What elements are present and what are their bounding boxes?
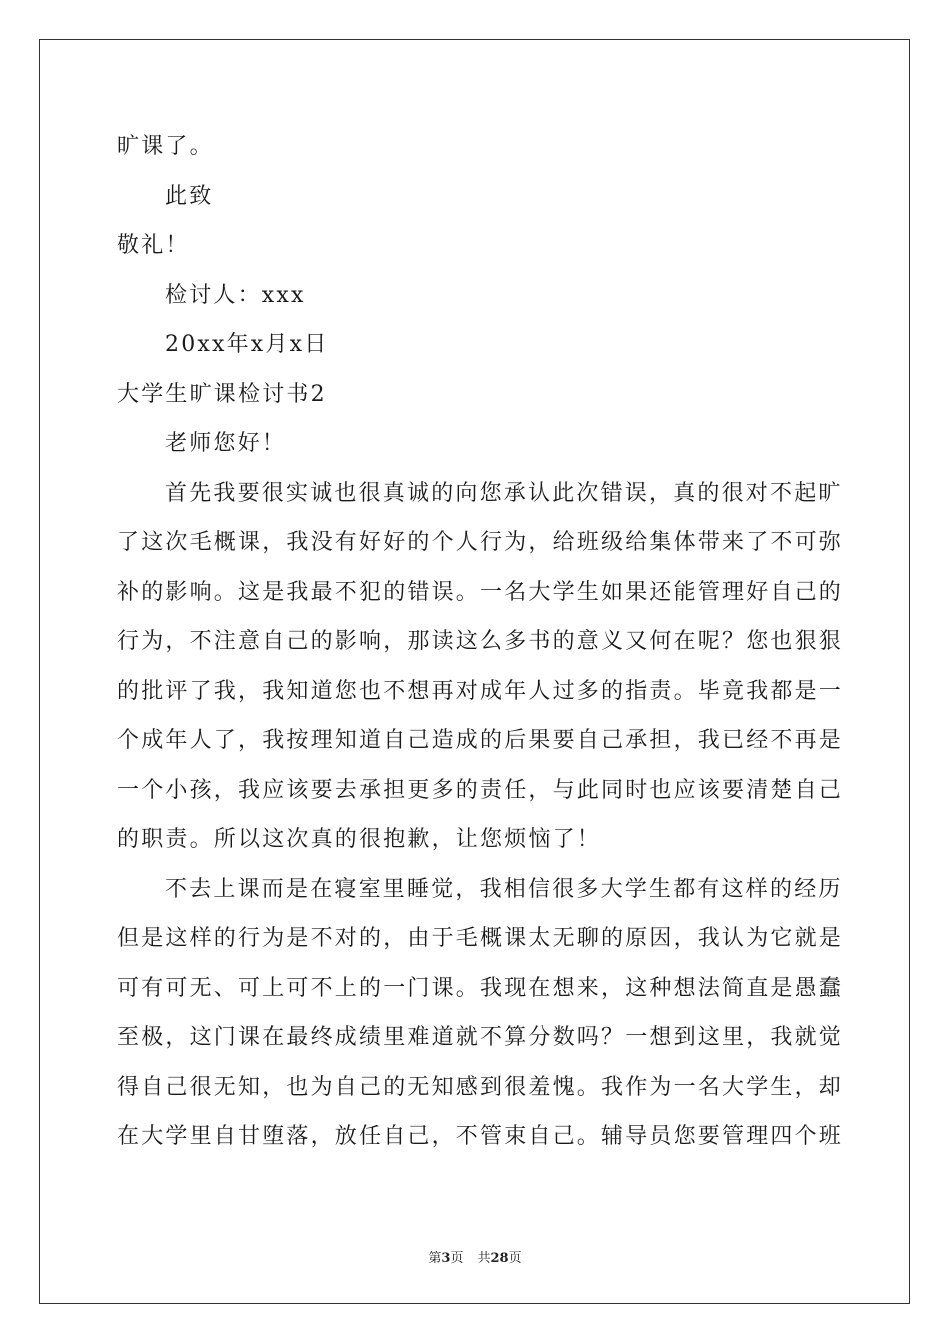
text-line: 个成年人了，我按理知道自己造成的后果要自己承担，我已经不再是 [117, 728, 844, 753]
text-line: 可有可无、可上可不上的一门课。我现在想来，这种想法简直是愚蠢 [117, 975, 844, 1001]
section-title: 大学生旷课检讨书2 [117, 381, 327, 407]
footer-total-pages: 28 [490, 1251, 509, 1266]
footer-page-number: 3 [441, 1251, 451, 1266]
greeting-line: 老师您好！ [165, 431, 287, 456]
text-line: 至极，这门课在最终成绩里难道就不算分数吗？一想到这里，我就觉 [117, 1025, 844, 1050]
text-line: 旷课了。 [117, 134, 214, 159]
footer-total-suffix: 页 [508, 1251, 522, 1266]
author-line: 检讨人：xxx [165, 282, 306, 308]
footer-page-prefix: 第 [428, 1251, 442, 1266]
text-line: 了这次毛概课，我没有好好的个人行为，给班级给集体带来了不可弥 [117, 530, 844, 555]
footer-page-suffix: 页 [450, 1251, 464, 1266]
text-line: 一个小孩，我应该要去承担更多的责任，与此同时也应该要清楚自己 [117, 777, 844, 803]
text-line: 得自己很无知，也为自己的无知感到很羞愧。我作为一名大学生，却 [117, 1074, 844, 1100]
text-line: 的批评了我，我知道您也不想再对成年人过多的指责。毕竟我都是一 [117, 678, 844, 704]
document-body [117, 122, 844, 1162]
date-line: 20xx年x月x日 [165, 332, 329, 357]
text-line: 不去上课而是在寝室里睡觉，我相信很多大学生都有这样的经历 [165, 876, 843, 902]
page-footer [0, 1247, 950, 1266]
text-line: 的职责。所以这次真的很抱歉，让您烦恼了！ [117, 827, 602, 852]
text-line: 补的影响。这是我最不犯的错误。一名大学生如果还能管理好自己的 [117, 579, 844, 605]
text-line: 首先我要很实诚也很真诚的向您承认此次错误，真的很对不起旷 [165, 480, 843, 506]
text-line: 但是这样的行为是不对的，由于毛概课太无聊的原因，我认为它就是 [117, 926, 844, 951]
footer-total-prefix: 共 [477, 1251, 491, 1266]
text-line: 行为，不注意自己的影响，那读这么多书的意义又何在呢？您也狠狠 [117, 629, 844, 654]
salutation-line: 此致 [165, 183, 214, 209]
salutation-line: 敬礼！ [117, 233, 190, 258]
text-line: 在大学里自甘堕落，放任自己，不管束自己。辅导员您要管理四个班 [117, 1124, 844, 1149]
